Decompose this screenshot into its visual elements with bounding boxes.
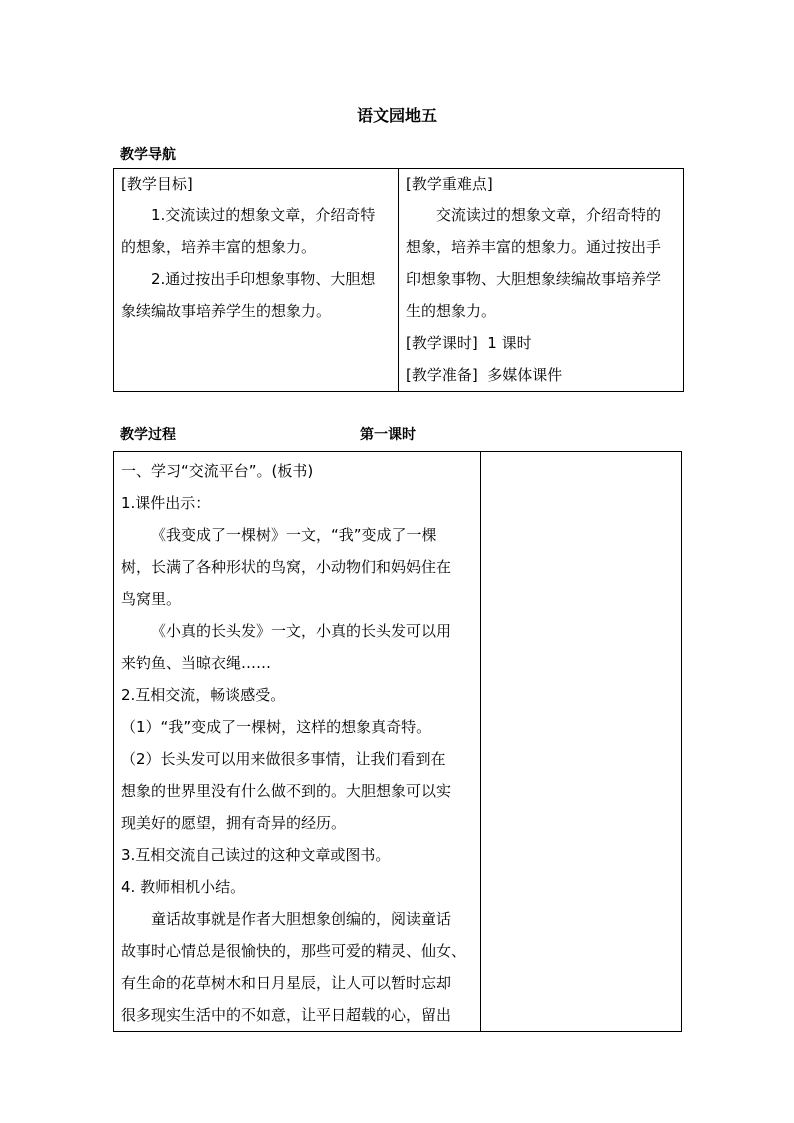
class-hours-row <box>406 327 676 359</box>
process-line: 《小真的长头发》一文，小真的长头发可以用 <box>151 622 452 640</box>
key-points-header: [教学重难点] <box>406 175 493 193</box>
preparation-value: 多媒体课件 <box>487 366 563 384</box>
teaching-nav-label: 教学导航 <box>120 147 176 163</box>
key-points-cell <box>399 169 684 392</box>
teaching-nav-table <box>113 168 684 392</box>
process-line: 很多现实生活中的不如意，让平日超载的心，留出 <box>121 1006 452 1024</box>
class-hours-label: [教学课时] <box>406 334 478 352</box>
teaching-process-label: 教学过程 <box>120 427 176 443</box>
process-line: 有生命的花草树木和日月星辰，让人可以暂时忘却 <box>121 974 452 992</box>
preparation-label: [教学准备] <box>406 366 478 384</box>
key-point-line: 交流读过的想象文章，介绍奇特的 <box>436 206 662 224</box>
process-line: 现美好的愿望，拥有奇异的经历。 <box>121 814 347 832</box>
objective-line: 象续编故事培养学生的想象力。 <box>121 302 332 320</box>
teaching-process-table <box>113 451 682 1032</box>
objectives-header: [教学目标] <box>121 175 193 193</box>
objective-line: 的想象，培养丰富的想象力。 <box>121 238 317 256</box>
process-line: 2.互相交流，畅谈感受。 <box>121 686 286 704</box>
process-line: 想象的世界里没有什么做不到的。大胆想象可以实 <box>121 782 452 800</box>
process-line: 童话故事就是作者大胆想象创编的，阅读童话 <box>151 910 452 928</box>
preparation-row <box>406 359 676 391</box>
objective-line: 1.交流读过的想象文章，介绍奇特 <box>151 206 376 224</box>
process-line: 4. 教师相机小结。 <box>121 878 246 896</box>
process-line: 鸟窝里。 <box>121 590 182 608</box>
process-line: （1）“我”变成了一棵树，这样的想象真奇特。 <box>121 718 432 736</box>
key-point-line: 印想象事物、大胆想象续编故事培养学 <box>406 270 662 288</box>
process-line: 3.互相交流自己读过的这种文章或图书。 <box>121 846 391 864</box>
class-hours-value: 1 课时 <box>487 334 532 352</box>
objective-line: 2.通过按出手印想象事物、大胆想 <box>151 270 376 288</box>
process-line: 树，长满了各种形状的鸟窝，小动物们和妈妈住在 <box>121 558 452 576</box>
key-point-line: 生的想象力。 <box>406 302 497 320</box>
process-content-cell <box>114 452 481 1032</box>
process-line: （2）长头发可以用来做很多事情，让我们看到在 <box>121 750 446 768</box>
objectives-cell <box>114 169 399 392</box>
process-line: 1.课件出示： <box>121 494 211 512</box>
process-line: 来钓鱼、当晾衣绳…… <box>121 654 272 672</box>
process-notes-cell <box>481 452 682 1032</box>
key-point-line: 想象，培养丰富的想象力。通过按出手 <box>406 238 662 256</box>
lesson-label: 第一课时 <box>360 427 416 443</box>
process-line: 一、学习“交流平台”。(板书) <box>121 462 314 480</box>
page-title: 语文园地五 <box>356 106 437 125</box>
process-line: 故事时心情总是很愉快的，那些可爱的精灵、仙女、 <box>121 942 467 960</box>
process-line: 《我变成了一棵树》一文，“我”变成了一棵 <box>151 526 437 544</box>
